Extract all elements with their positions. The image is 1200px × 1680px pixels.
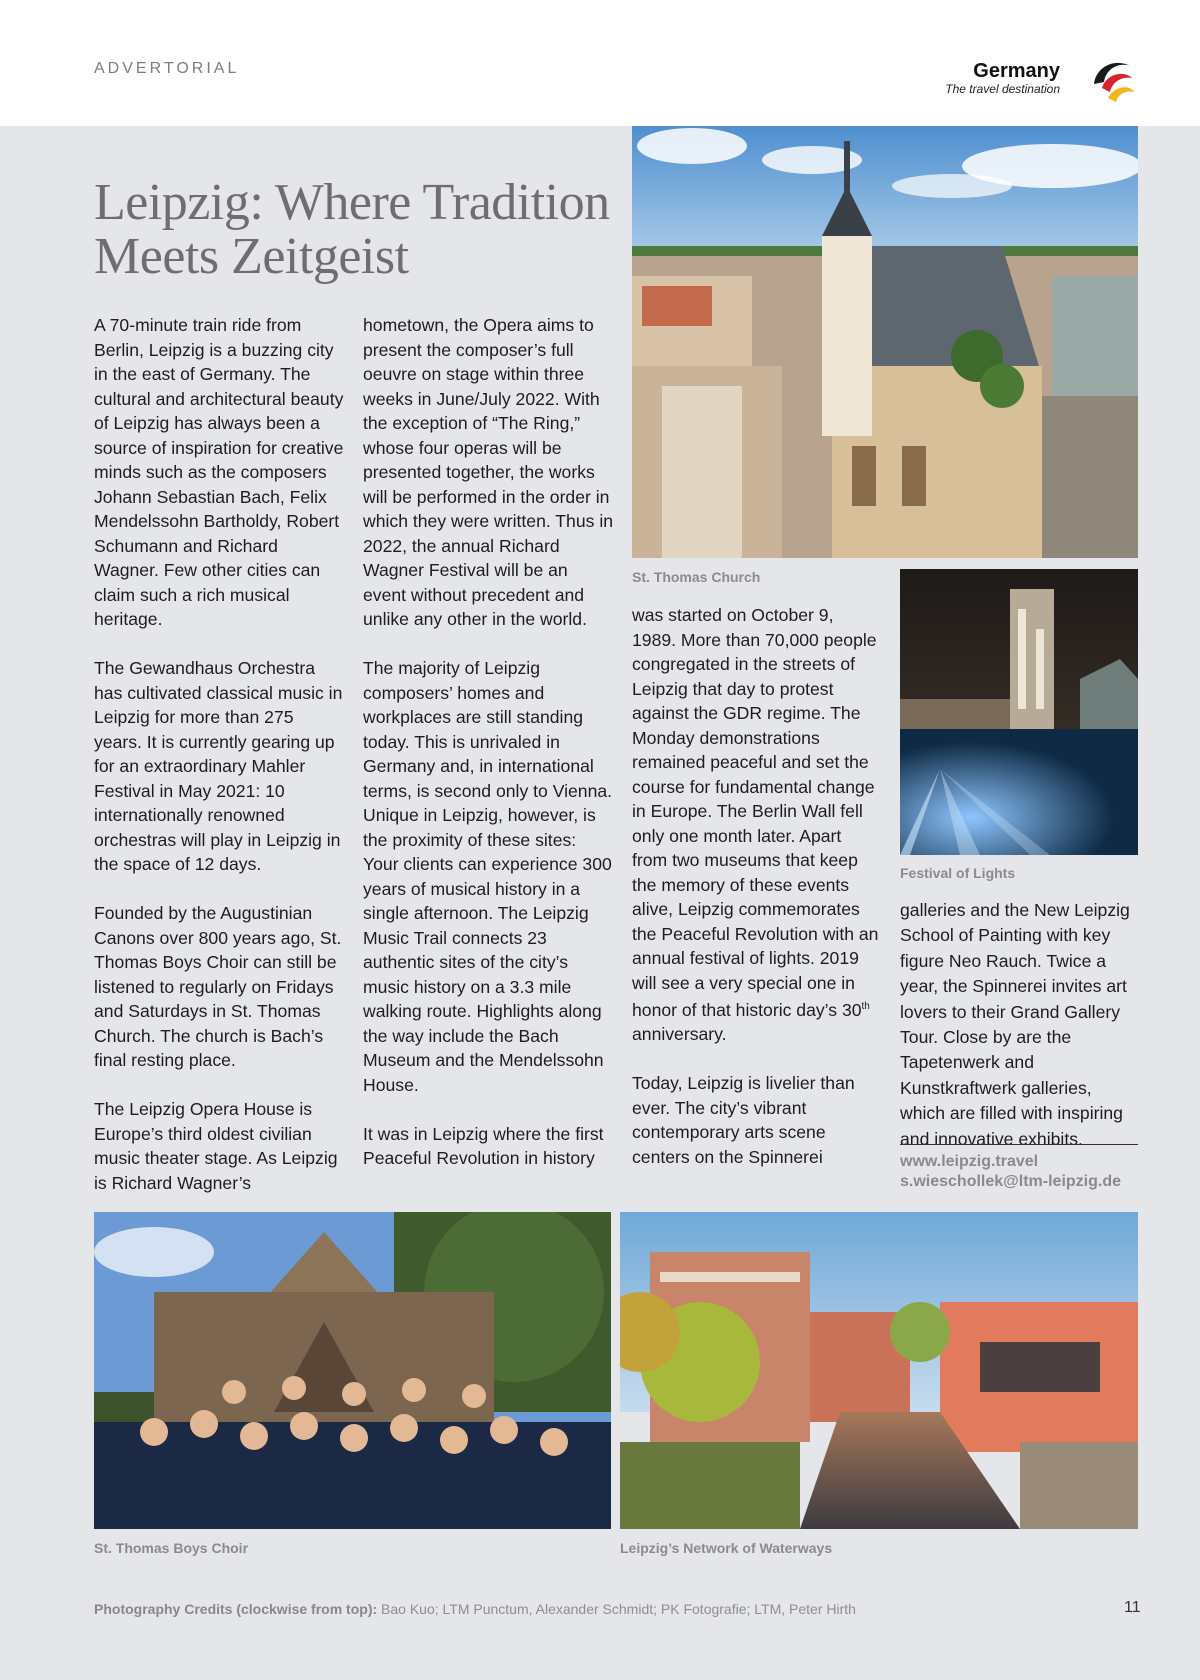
paragraph: The Gewandhaus Orchestra has cultivated classical music in Leipzig for more than 275 years. It is currently gearing up for an extraordinary Mahler Festival in May 2021: 10 internationally renowned orchestras will play in Leipzig in the space of 12 days. xyxy=(94,658,343,874)
photo-st-thomas-church xyxy=(632,126,1138,558)
text-column-3 xyxy=(632,603,880,1169)
advertorial-label: ADVERTORIAL xyxy=(94,60,240,77)
article-title xyxy=(94,176,634,284)
credits-text: Bao Kuo; LTM Punctum, Alexander Schmidt; PK Fotografie; LTM, Peter Hirth xyxy=(377,1601,856,1617)
photo-festival-of-lights xyxy=(900,569,1138,855)
title-line-1: Leipzig: Where Tradition xyxy=(94,174,610,231)
page-number: 11 xyxy=(1124,1599,1141,1616)
credits-label: Photography Credits (clockwise from top): xyxy=(94,1601,378,1617)
caption-lights: Festival of Lights xyxy=(900,865,1016,881)
brand-tagline: The travel destination xyxy=(945,82,1060,96)
paragraph-text: anniversary. xyxy=(632,1024,727,1045)
brand-block xyxy=(945,60,1060,96)
paragraph: A 70-minute train ride from Berlin, Leipzig is a buzzing city in the east of Germany. The cultural and architectural beauty of Leipzig has always been a source of inspiration for creative minds such as the composers Johann Sebastian Bach, Felix Mendelssohn Bartholdy, Robert Schumann and Richard Wagner. Few other cities can claim such a rich musical heritage. xyxy=(94,315,344,629)
paragraph: hometown, the Opera aims to present the composer’s full oeuvre on stage within three weeks in June/July 2022. With the exception of “The Ring,” whose four operas will be presented together, the works will be performed in the order in which they were written. Thus in 2022, the annual Richard Wagner Festival will be an event without precedent and unlike any other in the world. xyxy=(363,315,614,629)
photo-credits xyxy=(94,1601,856,1617)
festival-lights-image xyxy=(900,569,1138,855)
divider xyxy=(900,1144,1138,1145)
waterways-image xyxy=(620,1212,1138,1529)
paragraph: It was in Leipzig where the first Peaceful Revolution in history xyxy=(363,1123,604,1168)
email-link[interactable]: s.wieschollek@ltm-leipzig.de xyxy=(900,1173,1121,1190)
title-line-2: Meets Zeitgeist xyxy=(94,228,409,285)
paragraph-text: was started on October 9, 1989. More than 70,000 people congregated in the streets of Leipzig that day to protest against the GDR regime. The Monday demonstrations remained peaceful and set the course for fundamental change in Europe. The Berlin Wall fell only one month later. Apart from two museums that keep the memory of these events alive, Leipzig commemorates the Peaceful Revolution with an annual festival of lights. 2019 will see a very special one in honor of that historic day’s 30 xyxy=(632,605,879,1020)
paragraph: The Leipzig Opera House is Europe’s third oldest civilian music theater stage. As Leipzig is Richard Wagner’s xyxy=(94,1099,338,1193)
page-header xyxy=(0,0,1200,126)
caption-church: St. Thomas Church xyxy=(632,569,761,585)
paragraph: The majority of Leipzig composers’ homes and workplaces are still standing today. This is unrivaled in Germany and, in international terms, is second only to Vienna. Unique in Leipzig, however, is the proximity of these sites: Your clients can experience 300 years of musical history in a single afternoon. The Leipzig Music Trail connects 23 authentic sites of the city’s music history on a 3.3 mile walking route. Highlights along the way include the Bach Museum and the Mendelssohn House. xyxy=(363,658,613,1095)
brand-name: Germany xyxy=(973,60,1060,82)
website-link[interactable]: www.leipzig.travel xyxy=(900,1153,1039,1170)
caption-waterways: Leipzig’s Network of Waterways xyxy=(620,1540,833,1556)
church-image xyxy=(632,126,1138,558)
caption-choir: St. Thomas Boys Choir xyxy=(94,1540,249,1556)
text-column-2 xyxy=(363,313,613,1171)
paragraph: Founded by the Augustinian Canons over 800 years ago, St. Thomas Boys Choir can still be listened to regularly on Fridays and Saturdays in St. Thomas Church. The church is Bach’s final resting place. xyxy=(94,903,342,1070)
contact-block xyxy=(900,1152,1121,1192)
boys-choir-image xyxy=(94,1212,611,1529)
text-column-4 xyxy=(900,898,1140,1152)
text-column-1 xyxy=(94,313,344,1195)
paragraph: Today, Leipzig is livelier than ever. The city’s vibrant contemporary arts scene centers on the Spinnerei xyxy=(632,1073,855,1167)
paragraph xyxy=(632,603,880,1047)
photo-boys-choir xyxy=(94,1212,611,1529)
superscript: th xyxy=(861,1001,870,1012)
germany-swirl-logo-icon xyxy=(1086,54,1138,106)
paragraph: galleries and the New Leipzig School of Painting with key figure Neo Rauch. Twice a year, the Spinnerei invites art lovers to their Grand Gallery Tour. Close by are the Tapetenwerk and Kunstkraftwerk galleries, which are filled with inspiring and innovative exhibits. xyxy=(900,900,1130,1149)
photo-waterways xyxy=(620,1212,1138,1529)
